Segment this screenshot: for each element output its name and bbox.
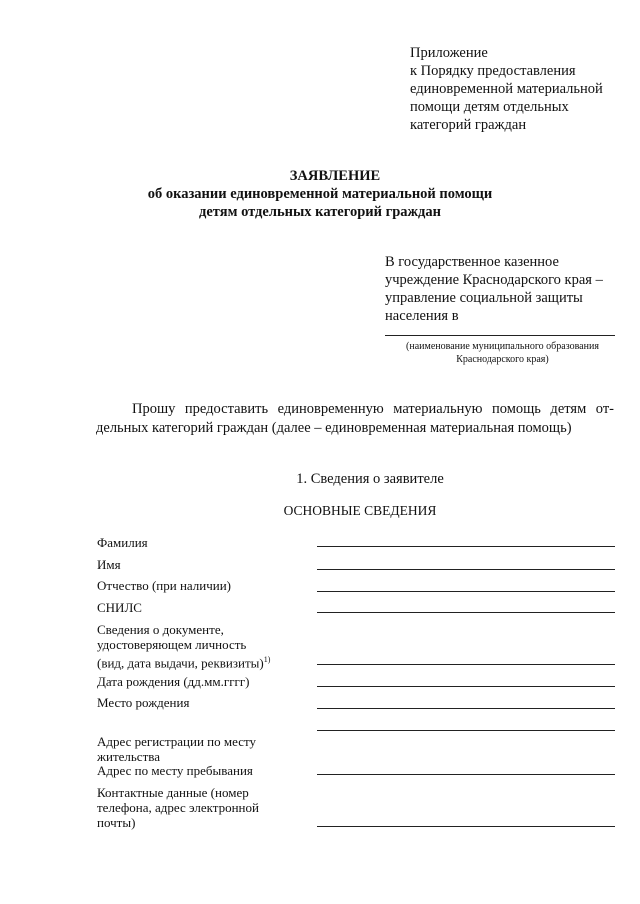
request-line-1: Прошу предоставить единовременную материальную помощь детям от- xyxy=(132,401,614,417)
footnote-marker: 1) xyxy=(263,655,271,664)
birth-place-label: Место рождения xyxy=(97,695,190,710)
request-paragraph xyxy=(96,400,614,438)
appendix-note xyxy=(410,44,630,134)
subsection-title-text: ОСНОВНЫЕ СВЕДЕНИЯ xyxy=(283,503,437,518)
birth-date-field[interactable] xyxy=(317,686,615,687)
id-document-label xyxy=(97,622,297,670)
registration-address-label xyxy=(97,734,297,764)
snils-field[interactable] xyxy=(317,612,615,613)
contacts-label-line-2: телефона, адрес электронной xyxy=(97,800,259,815)
registration-address-line-1: Адрес регистрации по месту xyxy=(97,734,256,749)
contacts-label xyxy=(97,785,297,830)
document-title xyxy=(0,167,640,221)
snils-label: СНИЛС xyxy=(97,600,142,615)
id-document-field[interactable] xyxy=(317,664,615,665)
section-title xyxy=(0,470,640,488)
title-line-3: детям отдельных категорий граждан xyxy=(199,204,441,220)
contacts-label-line-1: Контактные данные (номер xyxy=(97,785,249,800)
surname-field[interactable] xyxy=(317,546,615,547)
appendix-line: Приложение xyxy=(410,45,488,61)
addressee-fill-line[interactable] xyxy=(385,335,615,336)
title-main: ЗАЯВЛЕНИЕ xyxy=(289,168,381,184)
addressee-line: В государственное казенное xyxy=(385,254,559,270)
addressee-caption xyxy=(385,340,620,366)
request-line-2: дельных категорий граждан (далее – единовременная материальная помощь) xyxy=(96,420,572,436)
appendix-line: категорий граждан xyxy=(410,117,527,133)
addressee-block xyxy=(385,253,635,325)
addressee-line: учреждение Краснодарского края – xyxy=(385,272,603,288)
appendix-line: единовременной материальной xyxy=(410,81,603,97)
contacts-label-line-3: почты) xyxy=(97,815,136,830)
surname-label: Фамилия xyxy=(97,535,148,550)
stay-address-label: Адрес по месту пребывания xyxy=(97,763,253,778)
birth-place-field[interactable] xyxy=(317,708,615,709)
addressee-line: населения в xyxy=(385,308,459,324)
contacts-field[interactable] xyxy=(317,826,615,827)
addressee-line: управление социальной защиты xyxy=(385,290,583,306)
appendix-line: к Порядку предоставления xyxy=(410,63,576,79)
id-document-label-line-3 xyxy=(97,652,297,670)
name-label: Имя xyxy=(97,557,121,572)
id-document-label-line-2: удостоверяющем личность xyxy=(97,637,247,652)
patronymic-label: Отчество (при наличии) xyxy=(97,578,232,593)
caption-line-2: Краснодарского края) xyxy=(456,354,549,365)
birth-place-field-extra[interactable] xyxy=(317,730,615,731)
registration-address-line-2: жительства xyxy=(97,749,160,764)
stay-address-field[interactable] xyxy=(317,774,615,775)
patronymic-field[interactable] xyxy=(317,591,615,592)
name-field[interactable] xyxy=(317,569,615,570)
section-title-text: 1. Сведения о заявителе xyxy=(296,471,444,487)
subsection-title xyxy=(0,503,640,519)
id-document-label-text: (вид, дата выдачи, реквизиты) xyxy=(97,655,264,671)
birth-date-label: Дата рождения (дд.мм.гггг) xyxy=(97,674,250,689)
caption-line-1: (наименование муниципального образования xyxy=(406,341,599,352)
id-document-label-line-1: Сведения о документе, xyxy=(97,622,224,637)
appendix-line: помощи детям отдельных xyxy=(410,99,569,115)
title-line-2: об оказании единовременной материальной помощи xyxy=(147,186,493,202)
